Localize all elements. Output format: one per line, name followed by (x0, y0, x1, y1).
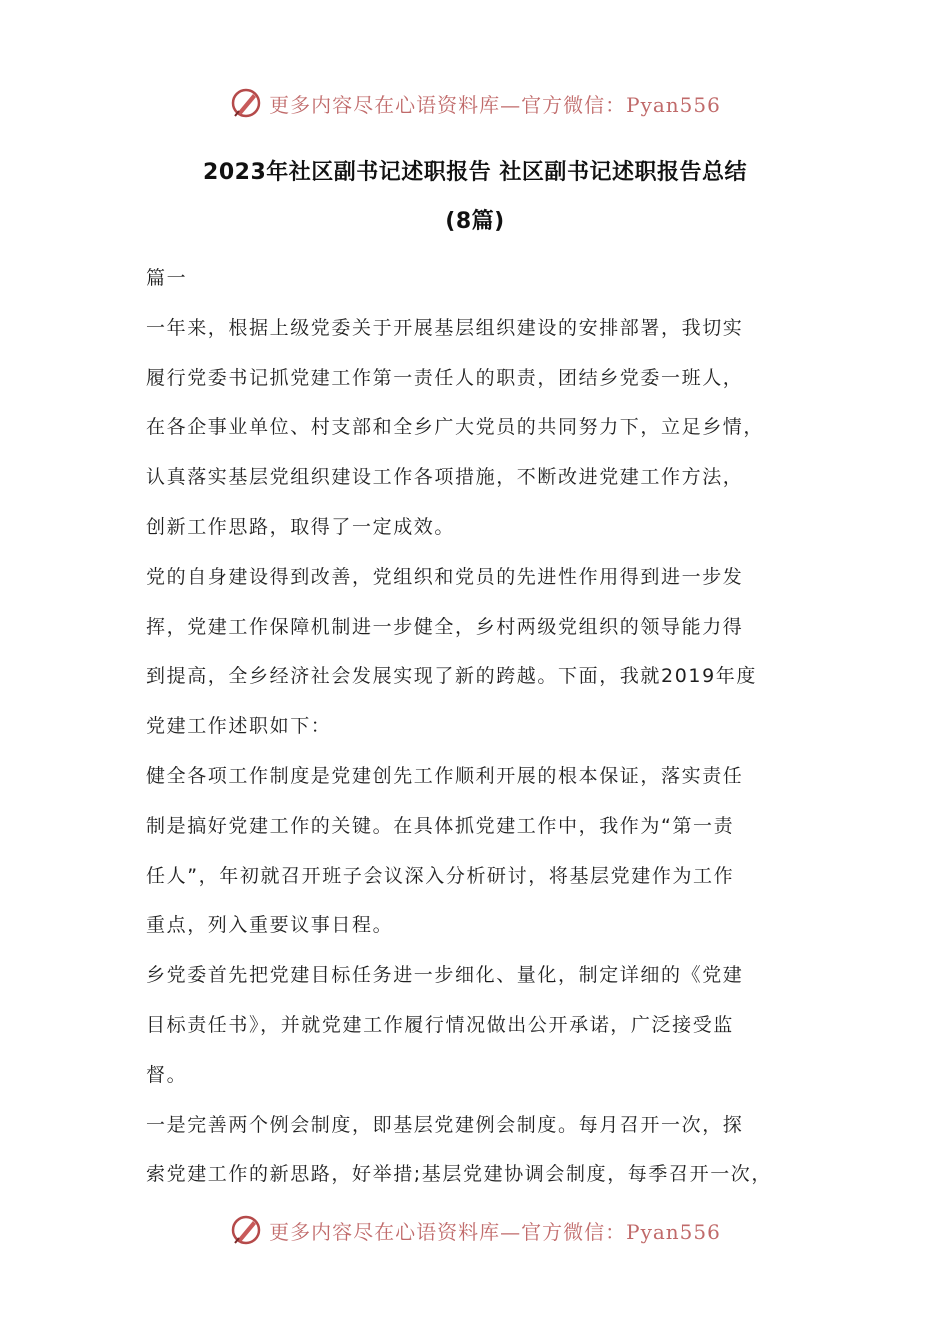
body-line: 目标责任书》，并就党建工作履行情况做出公开承诺，广泛接受监 (146, 1013, 734, 1036)
pen-logo-icon (229, 86, 263, 120)
pen-logo-icon (229, 1213, 263, 1247)
body-line: 重点，列入重要议事日程。 (146, 914, 394, 937)
document-title: 2023年社区副书记述职报告 社区副书记述职报告总结 (203, 160, 747, 185)
body-line: 索党建工作的新思路，好举措;基层党建协调会制度，每季召开一次， (146, 1163, 773, 1186)
document-title-count: (8篇) (445, 209, 505, 234)
body-line: 健全各项工作制度是党建创先工作顺利开展的根本保证，落实责任 (146, 764, 744, 787)
body-line: 创新工作思路，取得了一定成效。 (146, 515, 456, 538)
body-line: 督。 (146, 1063, 188, 1086)
header-promo-text: 更多内容尽在心语资料库—官方微信：Pyan556 (269, 92, 721, 117)
body-line: 到提高，全乡经济社会发展实现了新的跨越。下面，我就2019年度 (146, 665, 757, 688)
body-line: 履行党委书记抓党建工作第一责任人的职责，团结乡党委一班人， (146, 366, 744, 389)
footer-promo-text: 更多内容尽在心语资料库—官方微信：Pyan556 (269, 1219, 721, 1244)
section-heading: 篇一 (146, 267, 188, 289)
header-watermark-banner (0, 85, 950, 121)
document-body (146, 254, 836, 1200)
body-line: 党的自身建设得到改善，党组织和党员的先进性作用得到进一步发 (146, 565, 744, 588)
body-line: 党建工作述职如下： (146, 715, 332, 738)
body-line: 在各企事业单位、村支部和全乡广大党员的共同努力下，立足乡情， (146, 416, 765, 439)
body-line: 挥，党建工作保障机制进一步健全，乡村两级党组织的领导能力得 (146, 615, 744, 638)
body-line: 一是完善两个例会制度，即基层党建例会制度。每月召开一次，探 (146, 1113, 744, 1136)
body-line: 一年来，根据上级党委关于开展基层组织建设的安排部署，我切实 (146, 316, 744, 339)
footer-watermark-banner (0, 1212, 950, 1248)
body-line: 认真落实基层党组织建设工作各项措施，不断改进党建工作方法， (146, 466, 744, 489)
body-line: 制是搞好党建工作的关键。在具体抓党建工作中，我作为“第一责 (146, 814, 735, 837)
body-line: 任人”，年初就召开班子会议深入分析研讨，将基层党建作为工作 (146, 864, 735, 887)
body-line: 乡党委首先把党建目标任务进一步细化、量化，制定详细的《党建 (146, 964, 744, 987)
